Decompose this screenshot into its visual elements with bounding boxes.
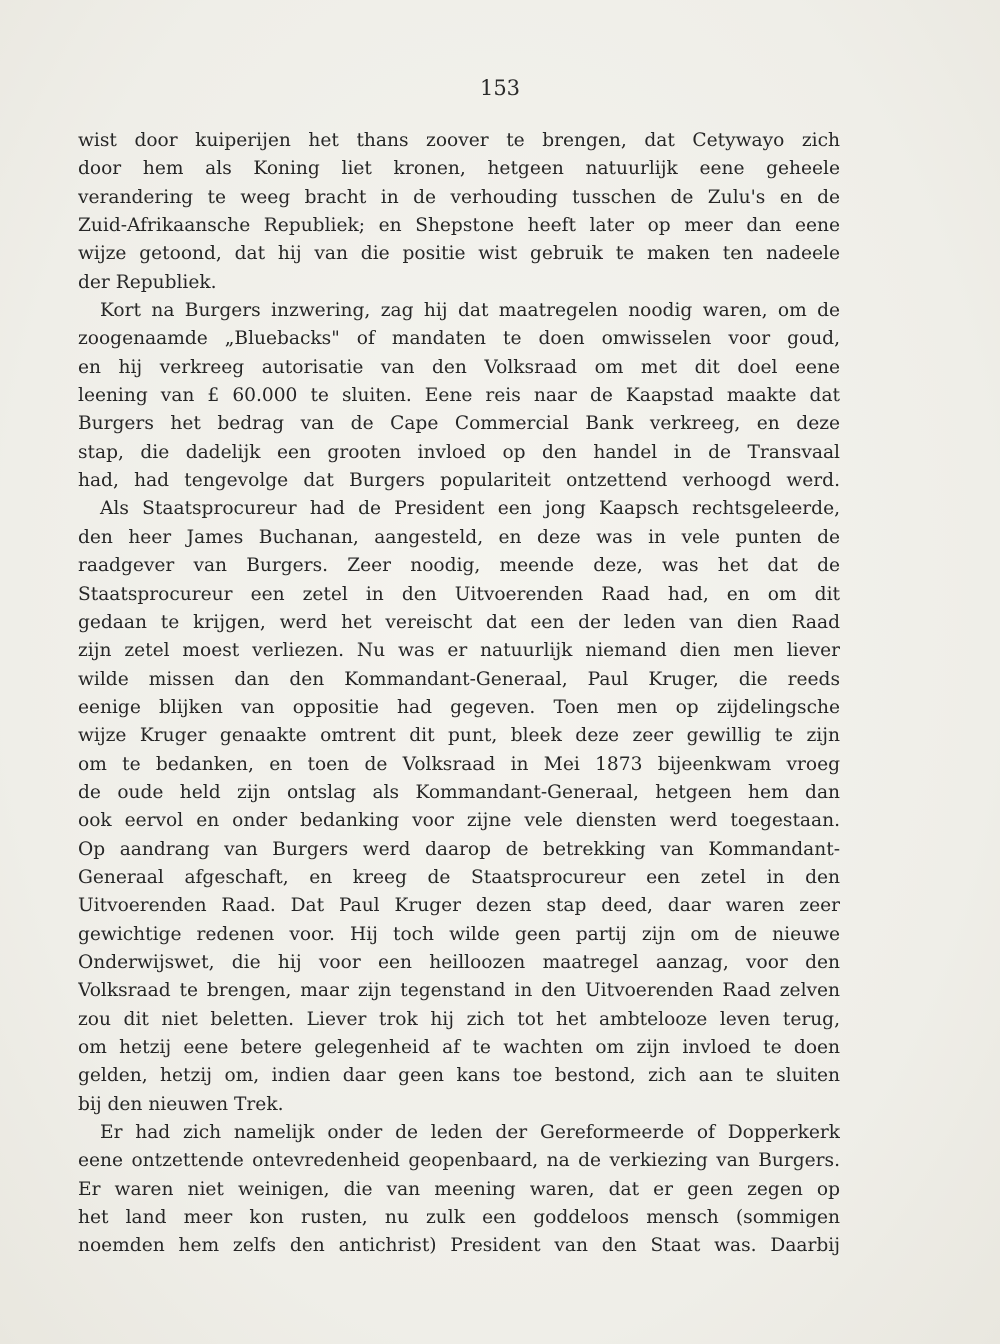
text-line: wijze getoond, dat hij van die positie wist gebruik te maken ten nadeele: [78, 243, 840, 265]
text-line: wist door kuiperijen het thans zoover te brengen, dat Cetywayo zich: [78, 130, 840, 151]
text-line: Generaal afgeschaft, en kreeg de Staatsprocureur een zetel in den: [78, 866, 840, 888]
text-line: Er waren niet weinigen, die van meening waren, dat er geen zegen op: [78, 1178, 840, 1200]
text-line: den heer James Buchanan, aangesteld, en deze was in vele punten de: [78, 526, 840, 548]
text-line: Uitvoerenden Raad. Dat Paul Kruger dezen stap deed, daar waren zeer: [78, 895, 840, 917]
text-line: eene ontzettende ontevredenheid geopenbaard, na de verkiezing van Burgers.: [78, 1150, 840, 1172]
text-line: en hij verkreeg autorisatie van den Volksraad om met dit doel eene: [78, 356, 840, 378]
text-line: Staatsprocureur een zetel in den Uitvoerenden Raad had, en om dit: [78, 583, 840, 605]
text-line: Burgers het bedrag van de Cape Commercial Bank verkreeg, en deze: [78, 413, 840, 435]
body-text: [78, 127, 840, 1261]
text-line: had, had tengevolge dat Burgers populariteit ontzettend verhoogd werd.: [78, 470, 840, 492]
text-line: Onderwijswet, die hij voor een heilloozen maatregel aanzag, voor den: [78, 951, 840, 973]
text-line: Er had zich namelijk onder de leden der Gereformeerde of Dopperkerk: [100, 1122, 840, 1144]
text-line: ook eervol en onder bedanking voor zijne vele diensten werd toegestaan.: [78, 810, 840, 832]
text-line: zijn zetel moest verliezen. Nu was er natuurlijk niemand dien men liever: [78, 640, 840, 662]
text-line: het land meer kon rusten, nu zulk een goddeloos mensch (sommigen: [78, 1207, 840, 1229]
text-line: raadgever van Burgers. Zeer noodig, meende deze, was het dat de: [78, 555, 840, 577]
text-line: gedaan te krijgen, werd het vereischt dat een der leden van dien Raad: [78, 611, 840, 633]
text-line: der Republiek.: [78, 271, 217, 293]
text-line: gelden, hetzij om, indien daar geen kans toe bestond, zich aan te sluiten: [78, 1065, 840, 1087]
text-line: noemden hem zelfs den antichrist) President van den Staat was. Daarbij: [78, 1235, 840, 1257]
text-line: gewichtige redenen voor. Hij toch wilde geen partij zijn om de nieuwe: [78, 923, 840, 945]
text-line: eenige blijken van oppositie had gegeven. Toen men op zijdelingsche: [78, 696, 840, 718]
text-line: verandering te weeg bracht in de verhouding tusschen de Zulu's en de: [78, 186, 840, 208]
text-line: leening van £ 60.000 te sluiten. Eene reis naar de Kaapstad maakte dat: [78, 385, 840, 407]
text-line: Kort na Burgers inzwering, zag hij dat maatregelen noodig waren, om de: [100, 300, 840, 322]
text-line: bij den nieuwen Trek.: [78, 1093, 284, 1115]
text-line: wilde missen dan den Kommandant-Generaal, Paul Kruger, die reeds: [78, 668, 840, 690]
text-line: Volksraad te brengen, maar zijn tegenstand in den Uitvoerenden Raad zelven: [78, 980, 840, 1002]
text-line: wijze Kruger genaakte omtrent dit punt, bleek deze zeer gewillig te zijn: [78, 725, 840, 747]
text-line: Als Staatsprocureur had de President een jong Kaapsch rechtsgeleerde,: [100, 498, 840, 520]
text-line: om te bedanken, en toen de Volksraad in Mei 1873 bijeenkwam vroeg: [78, 753, 840, 775]
page-number: 153: [479, 76, 521, 100]
text-line: om hetzij eene betere gelegenheid af te wachten om zijn invloed te doen: [78, 1037, 840, 1058]
text-line: door hem als Koning liet kronen, hetgeen natuurlijk eene geheele: [78, 158, 840, 180]
text-line: zoogenaamde „Bluebacks" of mandaten te doen omwisselen voor goud,: [78, 328, 840, 350]
text-line: Op aandrang van Burgers werd daarop de betrekking van Kommandant-: [78, 838, 840, 860]
text-line: stap, die dadelijk een grooten invloed op den handel in de Transvaal: [78, 441, 840, 463]
text-line: Zuid-Afrikaansche Republiek; en Shepstone heeft later op meer dan eene: [78, 215, 840, 237]
text-line: zou dit niet beletten. Liever trok hij zich tot het ambtelooze leven terug,: [78, 1008, 840, 1030]
text-line: de oude held zijn ontslag als Kommandant-Generaal, hetgeen hem dan: [78, 781, 840, 803]
